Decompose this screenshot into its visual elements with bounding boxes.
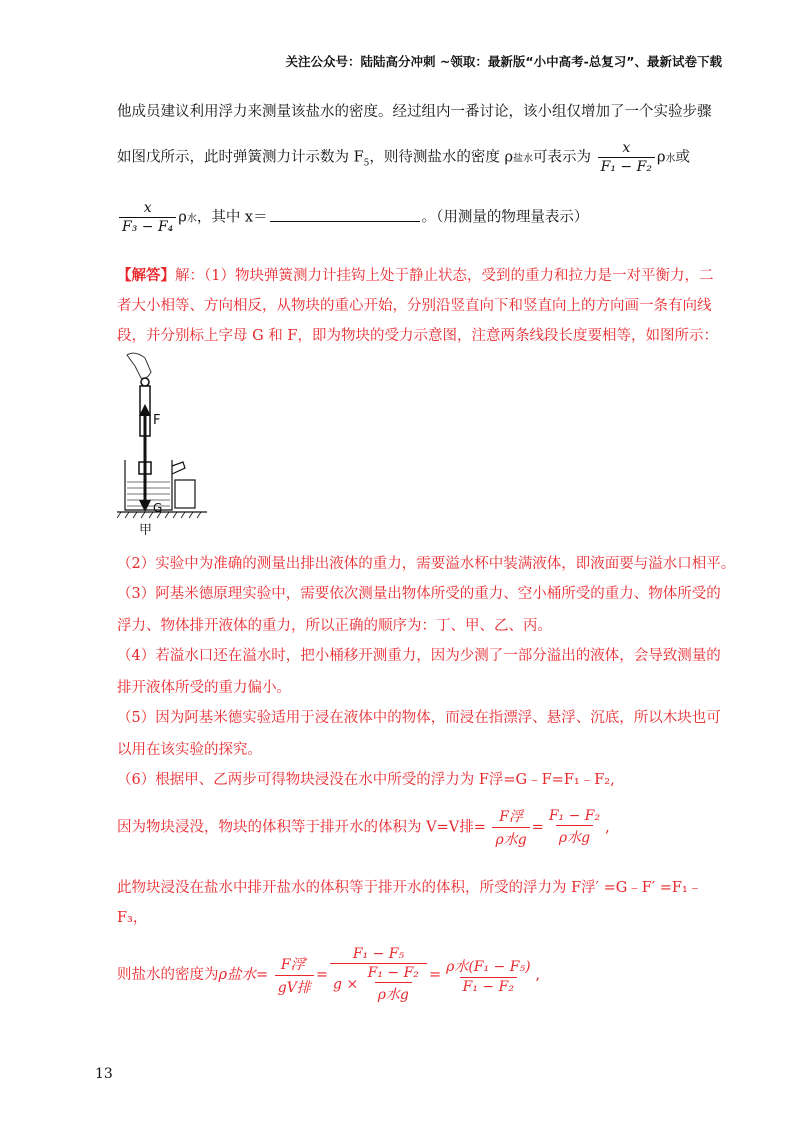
spring-scale-ring [141,378,149,386]
label-G: G [153,501,163,515]
label-F: F [153,413,161,428]
figure-caption: 甲 [139,523,153,538]
force-diagram-figure [117,350,227,540]
force-diagram-svg [117,350,227,540]
answer-label: 【解答】 [117,267,175,284]
answer-para-8a: 此物块浸没在盐水中排开盐水的体积等于排开水的体积，所受的浮力为 F浮′ =G﹣F′ =F₁﹣ [117,880,703,896]
answer-para-1c: 段，并分别标上字母 G 和 F，即为物块的受力示意图，注意两条线段长度要相等，如图所示： [117,328,718,344]
answer-para-5b: 以用在该实验的探究。 [117,742,262,758]
answer-para-3a: （3）阿基米德原理实验中，需要依次测量出物体所受的重力、空小桶所受的重力、物体所受的 [117,586,721,602]
answer-para-1b: 者大小相等、方向相反，从物块的重心开始，分别沿竖直向下和竖直向上的方向画一条有向线 [117,298,712,314]
formula-V-fraction-1: $\frac{\text{F浮}}{\text{ρ水g}}$ [492,806,529,849]
formula-V-fraction-2: $\frac{\text{F₁ − F₂}}{\text{ρ水g}}$ [548,808,601,846]
answer-para-7: 因为物块浸没，物块的体积等于排开水的体积为 V=V排= $\frac{\text{F浮}}{\text{ρ水g}}$ = $\frac{\text{F₁ − F₂}}{\text{ρ水g}}$ , [117,808,610,848]
overflow-spout [172,462,185,474]
hand-shape [127,353,151,378]
answer-para-5a: （5）因为阿基米德实验适用于浸在液体中的物体，而浸在指漂浮、悬浮、沉底，所以木块也可 [117,710,721,726]
question-line-2: 如图戊所示，此时弹簧测力计示数为 $F_5$，则待测盐水的密度 ρ盐水可表示为 $\frac{x}{\text{F₁ − F₂}}$ ρ水或 [117,140,690,175]
answer-para-4a: （4）若溢水口还在溢水时，把小桶移开测重力，因为少测了一部分溢出的液体，会导致测量的 [117,648,721,664]
formula-rho-fraction-2: F₁ − F₅ g × $\frac{\text{F₁ − F₂}}{\text{ρ水g}}$ [330,946,427,1004]
formula-rho-nested-fraction: $\frac{\text{F₁ − F₂}}{\text{ρ水g}}$ [367,965,419,1003]
small-bucket [175,480,195,508]
question-line-3: $\frac{x}{\text{F₃ − F₄}}$ ρ水，其中 x＝ 。（用测量的物理量表示） [117,200,588,235]
formula-rho-fraction-1: $\frac{\text{F浮′}}{\text{gV排}}$ [275,954,314,997]
answer-para-4b: 排开液体所受的重力偏小。 [117,680,291,696]
formula-fraction-1: $\frac{x}{\text{F₁ − F₂}}$ [598,140,655,175]
formula-rho-fraction-3: $\frac{\text{ρ水(F₁ − F₅)}}{\text{F₁ − F₂}}$ [446,958,531,995]
answer-para-2: （2）实验中为准确的测量出排出液体的重力，需要溢水杯中装满液体，即液面要与溢水口相平。 [117,556,736,572]
answer-para-1a: 【解答】解：（1）物块弹簧测力计挂钩上处于静止状态，受到的重力和拉力是一对平衡力，二 [117,267,714,284]
page-number: 13 [95,1066,113,1082]
answer-para-9: 则盐水的密度为ρ盐水= $\frac{\text{F浮′}}{\text{gV排}}$ = F₁ − F₅ g × $\frac{\text{F₁ − F₂}}{\text{ρ水g}}$ = $\frac{\text{ρ水(F₁ − F₅)}}{\text{F₁ − F₂}}$ , [117,946,541,1003]
answer-para-6: （6）根据甲、乙两步可得物块浸没在水中所受的浮力为 F浮=G﹣F=F₁﹣F₂, [117,772,615,788]
answer-para-3b: 浮力、物体排开液体的重力，所以正确的顺序为：丁、甲、乙、丙。 [117,618,552,634]
question-line-1: 他成员建议利用浮力来测量该盐水的密度。经过组内一番讨论，该小组仅增加了一个实验步骤 [117,104,712,120]
page-header: 关注公众号：陆陆高分冲刺 ~领取：最新版“小中高考-总复习”、最新试卷下载 [285,54,722,69]
answer-para-8b: F₃， [117,910,148,926]
formula-fraction-2: $\frac{x}{\text{F₃ − F₄}}$ [119,200,176,235]
answer-blank [270,207,420,222]
